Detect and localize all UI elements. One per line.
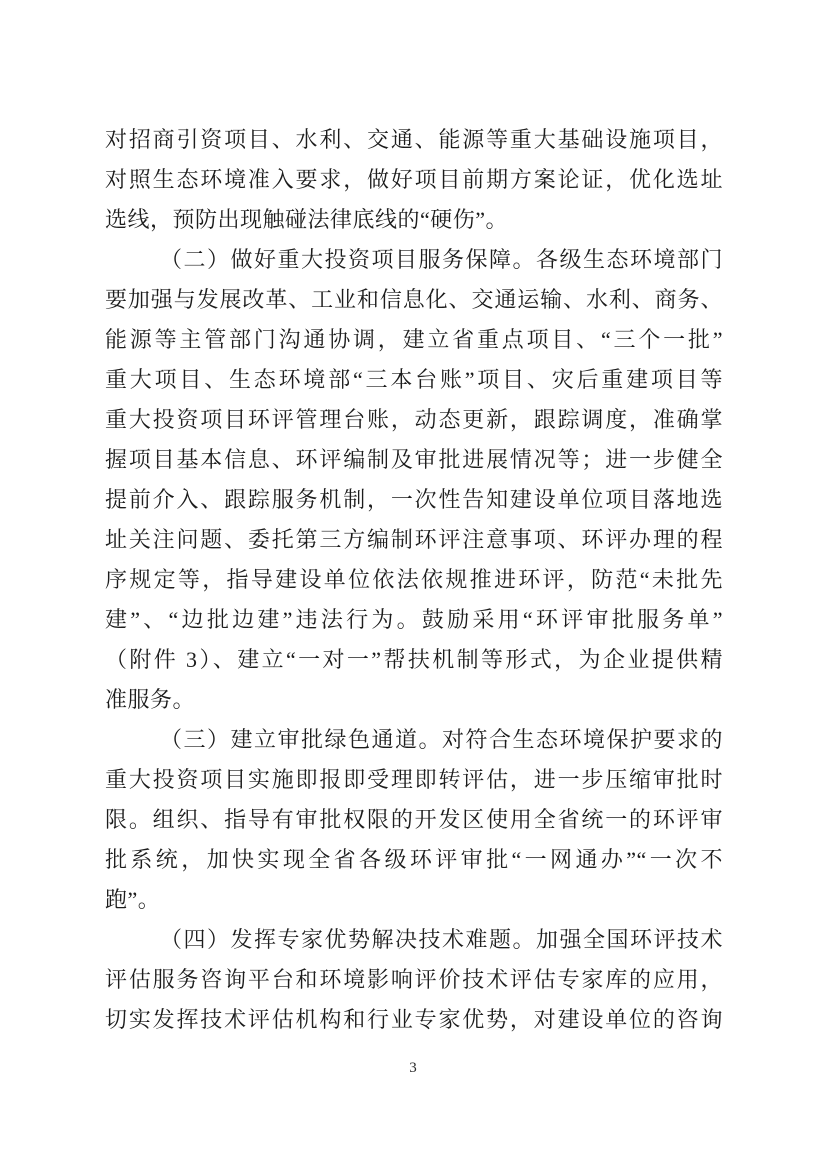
text-line: 批系统，加快实现全省各级环评审批“一网通办”“一次不: [105, 847, 723, 872]
text-line: 切实发挥技术评估机构和行业专家优势，对建设单位的咨询: [105, 1007, 723, 1032]
text-line: 重大投资项目实施即报即受理即转评估，进一步压缩审批时: [105, 767, 723, 792]
text-line: 址关注问题、委托第三方编制环评注意事项、环评办理的程: [105, 527, 723, 552]
text-line: （二）做好重大投资项目服务保障。各级生态环境部门: [160, 247, 723, 272]
text-line: 握项目基本信息、环评编制及审批进展情况等；进一步健全: [105, 447, 723, 472]
text-line: （三）建立审批绿色通道。对符合生态环境保护要求的: [160, 727, 723, 752]
text-line: 对照生态环境准入要求，做好项目前期方案论证，优化选址: [105, 167, 723, 192]
text-line: 限。组织、指导有审批权限的开发区使用全省统一的环评审: [105, 807, 723, 832]
text-line: 要加强与发展改革、工业和信息化、交通运输、水利、商务、: [105, 287, 723, 312]
text-line: 提前介入、跟踪服务机制，一次性告知建设单位项目落地选: [105, 487, 723, 512]
text-line: 序规定等，指导建设单位依法依规推进环评，防范“未批先: [105, 567, 723, 592]
text-line: 评估服务咨询平台和环境影响评价技术评估专家库的应用，: [105, 967, 723, 992]
text-line: 建”、“边批边建”违法行为。鼓励采用“环评审批服务单”: [105, 607, 723, 632]
text-line: 准服务。: [105, 687, 196, 712]
text-line: （四）发挥专家优势解决技术难题。加强全国环评技术: [160, 927, 723, 952]
text-line: 能源等主管部门沟通协调，建立省重点项目、“三个一批”: [105, 327, 723, 352]
text-line: 重大项目、生态环境部“三本台账”项目、灾后重建项目等: [105, 367, 723, 392]
text-line: 选线，预防出现触碰法律底线的“硬伤”。: [105, 207, 509, 232]
page-number: 3: [409, 1060, 417, 1076]
text-line: 对招商引资项目、水利、交通、能源等重大基础设施项目，: [105, 127, 723, 152]
text-line: 重大投资项目环评管理台账，动态更新，跟踪调度，准确掌: [105, 407, 723, 432]
text-line: 跑”。: [105, 887, 161, 912]
text-line: （附件 3）、建立“一对一”帮扶机制等形式，为企业提供精: [105, 647, 723, 672]
document-body: [105, 120, 723, 1040]
